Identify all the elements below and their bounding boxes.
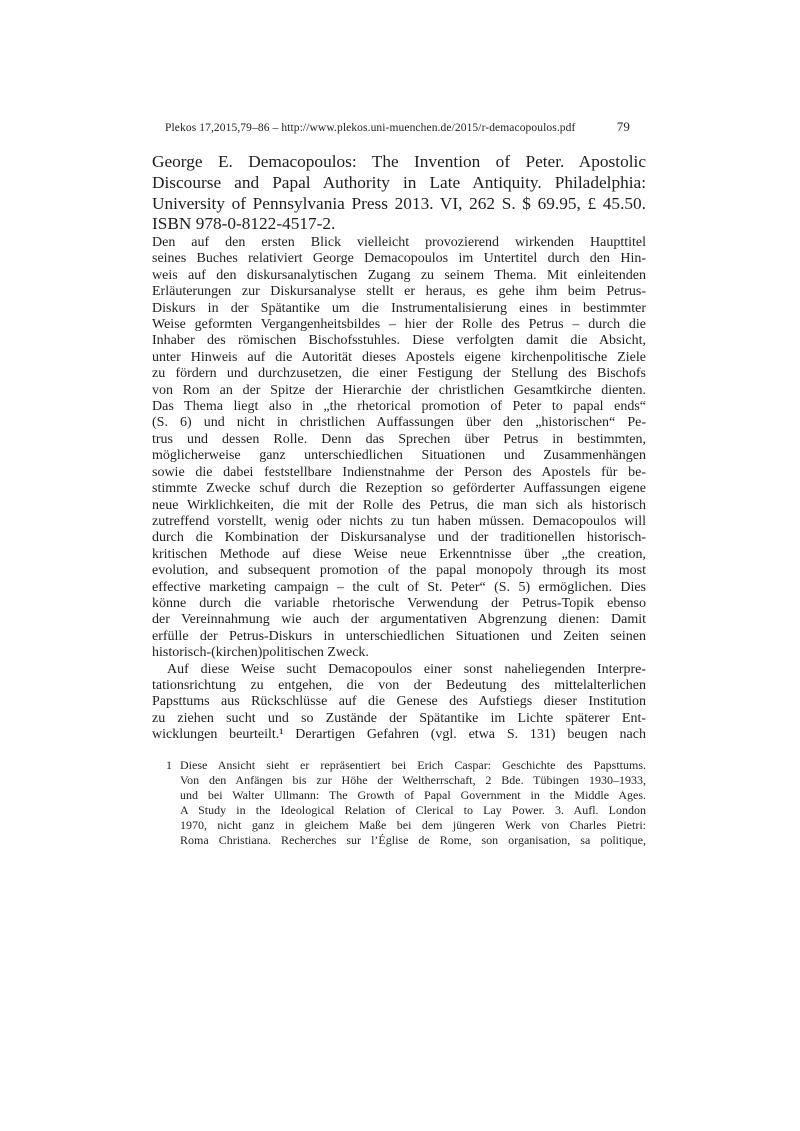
text-line: Das Thema liegt also in „the rhetorical promotion of Peter to papal ends“ — [152, 399, 646, 415]
text-line: 1970, nicht ganz in gleichem Maße bei dem jüngeren Werk von Charles Pietri: — [180, 817, 646, 832]
page-number: 79 — [616, 119, 630, 134]
paragraph — [152, 662, 646, 744]
header-citation: Plekos 17,2015,79–86 – http://www.plekos.uni-muenchen.de/2015/r-demacopoulos.pdf — [165, 122, 576, 134]
text-line: effective marketing campaign – the cult of St. Peter“ (S. 5) ermöglichen. Dies — [152, 579, 646, 595]
text-line: Auf diese Weise sucht Demacopoulos einer sonst naheliegenden Interpre- — [167, 661, 646, 677]
text-line: Papsttums aus Rückschlüsse auf die Genese des Aufstiegs dieser Institution — [152, 694, 646, 710]
text-line: historisch-(kirchen)politischen Zweck. — [152, 645, 369, 661]
text-line: Diese Ansicht sieht er repräsentiert bei Erich Caspar: Geschichte des Papsttums. — [180, 758, 646, 772]
text-line: zu fördern und durchzusetzen, die einer Festigung der Stellung des Bischofs — [152, 366, 646, 382]
text-line: unter Hinweis auf die Autorität dieses Apostels eigene kirchenpolitische Ziele — [152, 349, 646, 365]
text-line: Erläuterungen zur Diskursanalyse stellt er heraus, es gehe ihm beim Petrus- — [152, 284, 646, 300]
text-line: Inhaber des römischen Bischofsstuhles. Diese verfolgten damit die Absicht, — [152, 333, 646, 349]
text-line: George E. Demacopoulos: The Invention of Peter. Apostolic — [152, 152, 646, 171]
text-line: von Rom an der Spitze der Hierarchie der christlichen Gesamtkirche dienten. — [152, 382, 646, 398]
text-line: zutreffend vorstellt, wenig oder nichts zu tun haben müssen. Demacopoulos will — [152, 513, 646, 529]
text-line: evolution, and subsequent promotion of the papal monopoly through its most — [152, 563, 646, 579]
text-line: durch die Kombination der Diskursanalyse und der traditionellen historisch- — [152, 530, 646, 546]
text-line: der Vereinnahmung wie auch der argumentativen Abgrenzung dienen: Damit — [152, 612, 646, 628]
text-line: sowie die dabei feststellbare Indienstnahme der Person des Apostels für be- — [152, 464, 646, 480]
text-line: erfülle der Petrus-Diskurs in unterschiedlichen Situationen und Zeiten seinen — [152, 628, 646, 644]
text-line: Roma Christiana. Recherches sur l’Église de Rome, son organisation, sa politique, — [180, 832, 646, 847]
text-line: University of Pennsylvania Press 2013. VI, 262 S. $ 69.95, £ 45.50. — [152, 193, 646, 213]
text-line: trus und dessen Rolle. Denn das Sprechen über Petrus in bestimmten, — [152, 431, 646, 447]
text-line: ISBN 978-0-8122-4517-2. — [152, 214, 336, 234]
text-line: zu ziehen sucht und so Zustände der Spätantike im Lichte späterer Ent- — [152, 710, 646, 726]
text-line: stimmte Zwecke schuf durch die Rezeption so geförderter Auffassungen eigene — [152, 481, 646, 497]
text-line: Discourse and Papal Authority in Late Antiquity. Philadelphia: — [152, 172, 646, 192]
text-line: könne durch die variable rhetorische Verwendung der Petrus-Topik ebenso — [152, 595, 646, 611]
text-line: Von den Anfängen bis zur Höhe der Weltherrschaft, 2 Bde. Tübingen 1930–1933, — [180, 772, 646, 787]
text-line: (S. 6) und nicht in christlichen Auffassungen über den „historischen“ Pe- — [152, 415, 646, 431]
text-line: seines Buches relativiert George Demacopoulos im Untertitel durch den Hin- — [152, 251, 646, 267]
paragraph — [152, 235, 646, 662]
running-header — [152, 119, 646, 135]
text-line: Weise geformten Vergangenheitsbildes – hier der Rolle des Petrus – durch die — [152, 317, 646, 333]
text-line: A Study in the Ideological Relation of Clerical to Lay Power. 3. Aufl. London — [180, 802, 646, 817]
review-body — [152, 235, 646, 744]
book-title — [152, 152, 646, 235]
text-line: Diskurs in der Spätantike um die Instrumentalisierung eines in bestimmter — [152, 300, 646, 316]
text-line: kritischen Methode auf diese Weise neue Erkenntnisse über „the creation, — [152, 546, 646, 562]
footnote-number: 1 — [166, 758, 172, 772]
text-line: wicklungen beurteilt.¹ Derartigen Gefahren (vgl. etwa S. 131) beugen nach — [152, 727, 646, 743]
footnote-text — [180, 758, 646, 848]
text-line: Den auf den ersten Blick vielleicht provozierend wirkenden Haupttitel — [152, 235, 646, 250]
text-line: weis auf den diskursanalytischen Zugang zu seinem Thema. Mit einleitenden — [152, 267, 646, 283]
text-line: möglicherweise ganz unterschiedlichen Situationen und Zusammenhängen — [152, 448, 646, 464]
text-line: tationsrichtung zu entgehen, die von der Bedeutung des mittelalterlichen — [152, 677, 646, 693]
text-line: neue Wirklichkeiten, die mit der Rolle des Petrus, die man sich als historisch — [152, 497, 646, 513]
footnote — [152, 758, 646, 848]
text-line: und bei Walter Ullmann: The Growth of Papal Government in the Middle Ages. — [180, 787, 646, 802]
